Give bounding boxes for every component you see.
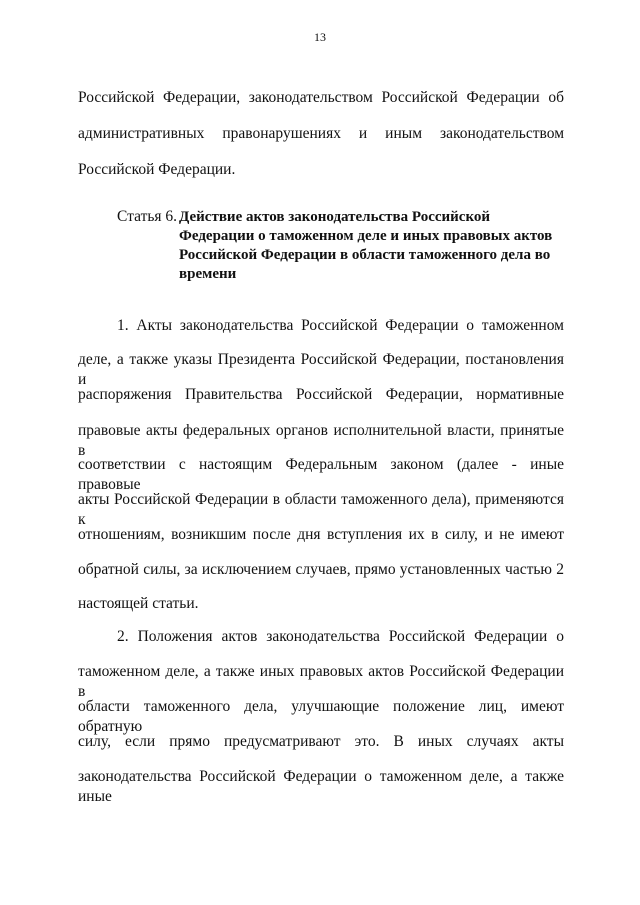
- paragraph-2-line-1: 2. Положения актов законодательства Российской Федерации о: [117, 628, 564, 645]
- paragraph-1-line-6: акты Российской Федерации в области таможенного дела), применяются к: [78, 491, 564, 528]
- paragraph-1-line-1: 1. Акты законодательства Российской Федерации о таможенном: [117, 317, 564, 334]
- paragraph-1-line-3: распоряжения Правительства Российской Федерации, нормативные: [78, 386, 564, 403]
- intro-line-1: Российской Федерации, законодательством Российской Федерации об: [78, 89, 564, 106]
- article-title-line-1: Действие актов законодательства Российской: [179, 209, 491, 225]
- paragraph-1-line-2: деле, а также указы Президента Российской Федерации, постановления и: [78, 351, 564, 388]
- paragraph-1-line-7: отношениям, возникшим после дня вступления их в силу, и не имеют: [78, 526, 564, 543]
- intro-line-3: Российской Федерации.: [78, 161, 236, 178]
- intro-line-2: административных правонарушениях и иным законодательством: [78, 125, 564, 142]
- paragraph-1-line-8: обратной силы, за исключением случаев, прямо установленных частью 2: [78, 561, 564, 578]
- article-title-line-2: Федерации о таможенном деле и иных правовых актов: [179, 228, 553, 244]
- paragraph-1-line-4: правовые акты федеральных органов исполнительной власти, принятые в: [78, 422, 564, 459]
- article-title-line-4: времени: [179, 266, 237, 282]
- article-number: Статья 6.: [117, 208, 178, 225]
- paragraph-2-line-3: области таможенного дела, улучшающие положение лиц, имеют обратную: [78, 698, 564, 735]
- article-title-line-3: Российской Федерации в области таможенного дела во: [179, 247, 551, 263]
- paragraph-1-line-9: настоящей статьи.: [78, 595, 199, 612]
- paragraph-2-line-5: законодательства Российской Федерации о таможенном деле, а также иные: [78, 768, 564, 805]
- paragraph-2-line-4: силу, если прямо предусматривают это. В иных случаях акты: [78, 733, 564, 750]
- paragraph-2-line-2: таможенном деле, а также иных правовых актов Российской Федерации в: [78, 663, 564, 700]
- paragraph-1-line-5: соответствии с настоящим Федеральным законом (далее - иные правовые: [78, 456, 564, 493]
- page-number: 13: [314, 30, 326, 44]
